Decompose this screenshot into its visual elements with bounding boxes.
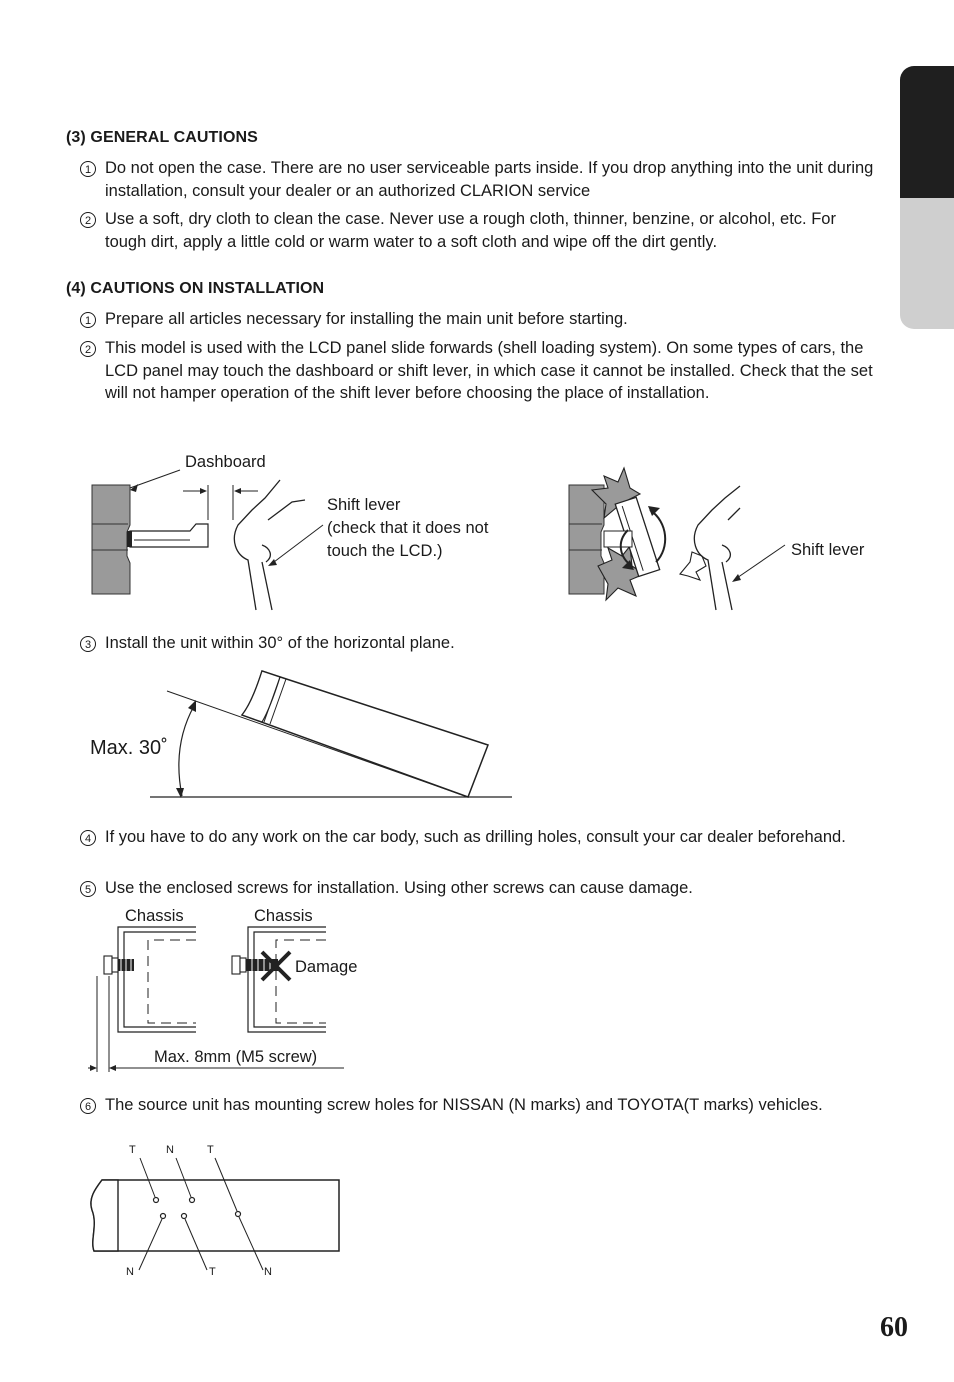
top-mark-t2: T: [207, 1144, 214, 1156]
bottom-mark-n2: N: [264, 1266, 272, 1278]
dashboard-label: Dashboard: [185, 453, 266, 471]
item-number: 4: [80, 830, 96, 846]
item-text: Do not open the case. There are no user serviceable parts inside. If you drop anything into the unit during installation, consult your dealer or an authorized CLARION service: [105, 159, 874, 200]
item-number: 3: [80, 636, 96, 652]
item-text: This model is used with the LCD panel slide forwards (shell loading system). On some types of cars, the LCD panel may touch the dashboard or shift lever, in which case it cannot be installed. Check that the set will not hamper operation of the shift lever before choosing the place of installation.: [105, 339, 873, 402]
top-mark-t1: T: [129, 1144, 136, 1156]
item-number: 6: [80, 1098, 96, 1114]
chassis-left-label: Chassis: [125, 907, 184, 925]
max-angle-label: Max. 30˚: [90, 737, 168, 759]
item-text: Use a soft, dry cloth to clean the case. Never use a rough cloth, thinner, benzine, or alcohol, etc. For tough dirt, apply a little cold or warm water to a soft cloth and wipe off the dirt gently.: [105, 210, 836, 251]
section-4-heading: (4) CAUTIONS ON INSTALLATION: [66, 280, 325, 297]
shift-lever-label: Shift lever: [791, 541, 865, 559]
max-screw-label: Max. 8mm (M5 screw): [154, 1048, 318, 1066]
item-text: The source unit has mounting screw holes for NISSAN (N marks) and TOYOTA(T marks) vehicles.: [105, 1096, 823, 1114]
top-mark-n: N: [166, 1144, 174, 1156]
item-text: Use the enclosed screws for installation. Using other screws can cause damage.: [105, 879, 693, 897]
item-number: 1: [80, 161, 96, 177]
bottom-mark-n1: N: [126, 1266, 134, 1278]
item-text: Prepare all articles necessary for installing the main unit before starting.: [105, 310, 628, 328]
item-text: Install the unit within 30° of the horizontal plane.: [105, 634, 455, 652]
item-number: 2: [80, 212, 96, 228]
item-number: 5: [80, 881, 96, 897]
item-text: If you have to do any work on the car body, such as drilling holes, consult your car dealer beforehand.: [105, 828, 846, 846]
section-3-heading: (3) GENERAL CAUTIONS: [66, 129, 258, 146]
chassis-right-label: Chassis: [254, 907, 313, 925]
bottom-mark-t: T: [209, 1266, 216, 1278]
shift-lever-note-line-3: touch the LCD.): [327, 542, 443, 560]
shift-lever-note-line-2: (check that it does not: [327, 519, 489, 537]
item-number: 1: [80, 312, 96, 328]
page-number: 60: [880, 1312, 908, 1343]
shift-lever-note-line-1: Shift lever: [327, 496, 401, 514]
item-number: 2: [80, 341, 96, 357]
damage-label: Damage: [295, 958, 358, 976]
